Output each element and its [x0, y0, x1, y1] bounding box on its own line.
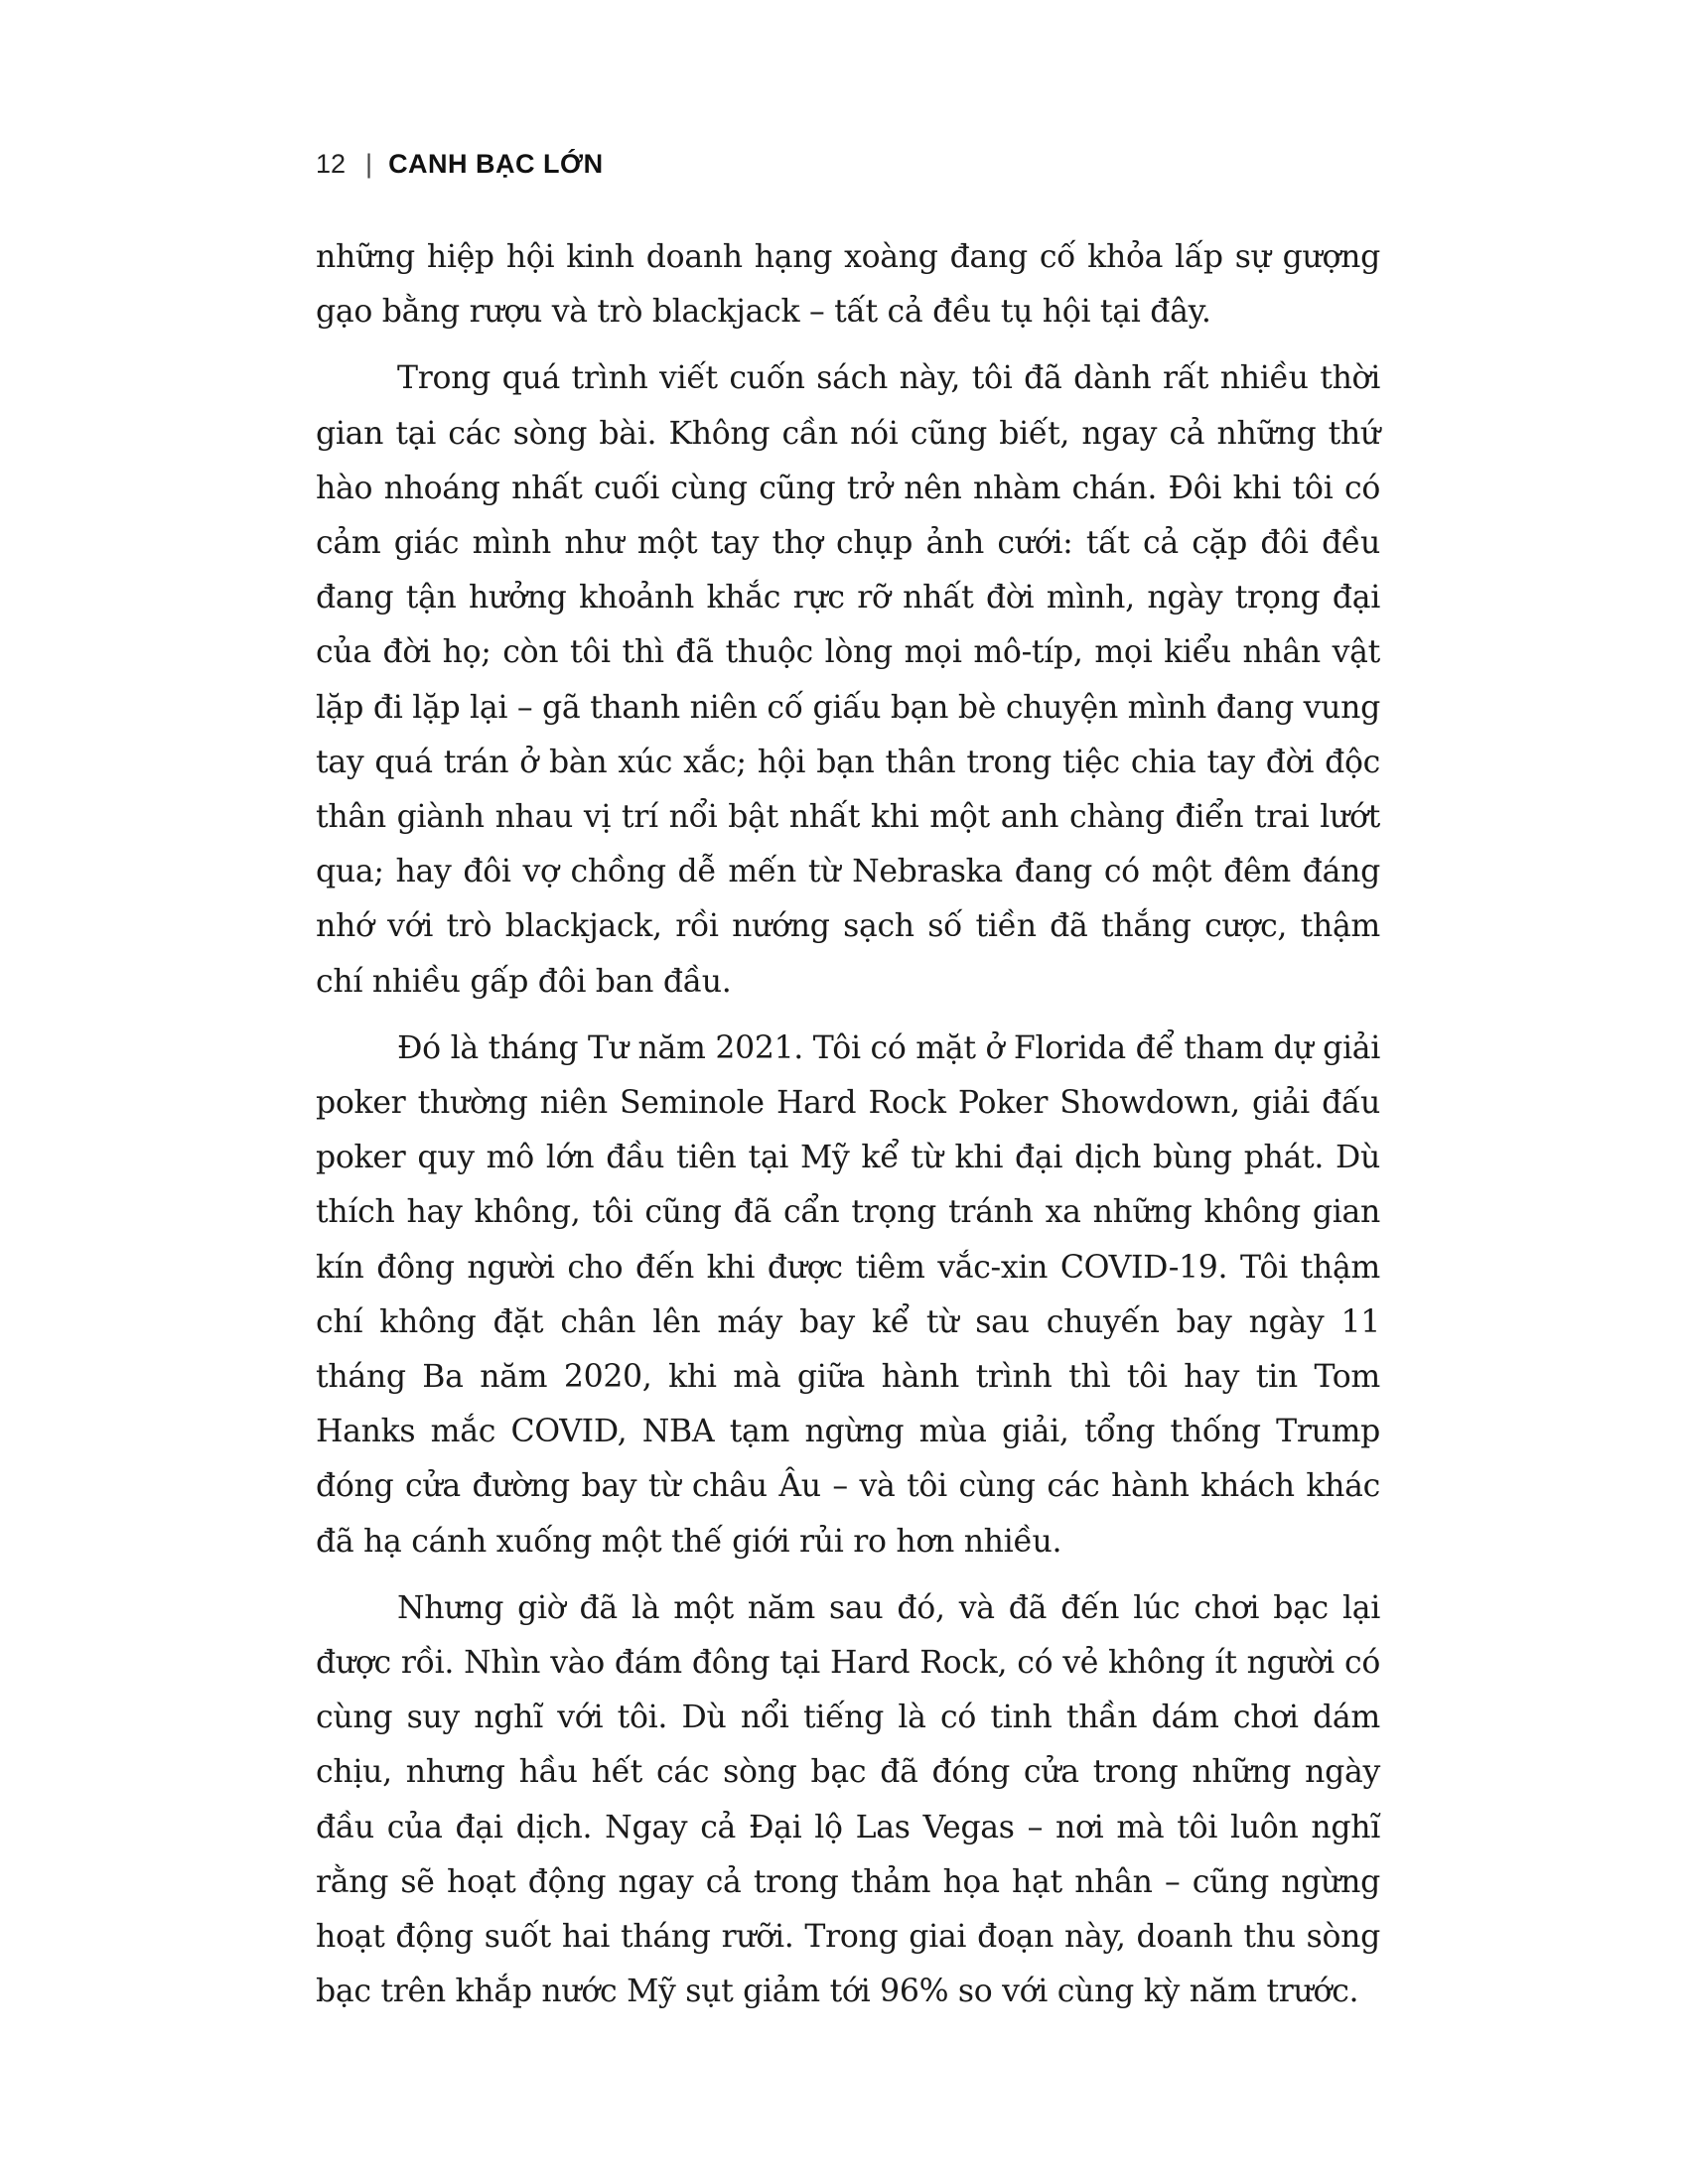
paragraph: Nhưng giờ đã là một năm sau đó, và đã đến lúc chơi bạc lại được rồi. Nhìn vào đám đông tại Hard Rock, có vẻ không ít người có cùng suy nghĩ với tôi. Dù nổi tiếng là có tinh thần dám chơi dám chịu, nhưng hầu hết các sòng bạc đã đóng cửa trong những ngày đầu của đại dịch. Ngay cả Đại lộ Las Vegas – nơi mà tôi luôn nghĩ rằng sẽ hoạt động ngay cả trong thảm họa hạt nhân – cũng ngừng hoạt động suốt hai tháng rưỡi. Trong giai đoạn này, doanh thu sòng bạc trên khắp nước Mỹ sụt giảm tới 96% so với cùng kỳ năm trước. [316, 1589, 1380, 2010]
body-text [316, 230, 1380, 2032]
paragraph: Trong quá trình viết cuốn sách này, tôi đã dành rất nhiều thời gian tại các sòng bài. Không cần nói cũng biết, ngay cả những thứ hào nhoáng nhất cuối cùng cũng trở nên nhàm chán. Đôi khi tôi có cảm giác mình như một tay thợ chụp ảnh cưới: tất cả cặp đôi đều đang tận hưởng khoảnh khắc rực rỡ nhất đời mình, ngày trọng đại của đời họ; còn tôi thì đã thuộc lòng mọi mô-típ, mọi kiểu nhân vật lặp đi lặp lại – gã thanh niên cố giấu bạn bè chuyện mình đang vung tay quá trán ở bàn xúc xắc; hội bạn thân trong tiệc chia tay đời độc thân giành nhau vị trí nổi bật nhất khi một anh chàng điển trai lướt qua; hay đôi vợ chồng dễ mến từ Nebraska đang có một đêm đáng nhớ với trò blackjack, rồi nướng sạch số tiền đã thắng cược, thậm chí nhiều gấp đôi ban đầu. [316, 360, 1380, 1000]
running-header [316, 144, 604, 184]
paragraph: Đó là tháng Tư năm 2021. Tôi có mặt ở Florida để tham dự giải poker thường niên Seminole Hard Rock Poker Showdown, giải đấu poker quy mô lớn đầu tiên tại Mỹ kể từ khi đại dịch bùng phát. Dù thích hay không, tôi cũng đã cẩn trọng tránh xa những không gian kín đông người cho đến khi được tiêm vắc-xin COVID-19. Tôi thậm chí không đặt chân lên máy bay kể từ sau chuyến bay ngày 11 tháng Ba năm 2020, khi mà giữa hành trình thì tôi hay tin Tom Hanks mắc COVID, NBA tạm ngừng mùa giải, tổng thống Trump đóng cửa đường bay từ châu Âu – và tôi cùng các hành khách khác đã hạ cánh xuống một thế giới rủi ro hơn nhiều. [316, 1029, 1380, 1560]
header-separator: | [365, 149, 373, 179]
paragraph-continued: những hiệp hội kinh doanh hạng xoàng đang cố khỏa lấp sự gượng gạo bằng rượu và trò blackjack – tất cả đều tụ hội tại đây. [316, 239, 1380, 331]
book-title: CANH BẠC LỚN [388, 149, 604, 179]
page-number: 12 [316, 149, 347, 179]
